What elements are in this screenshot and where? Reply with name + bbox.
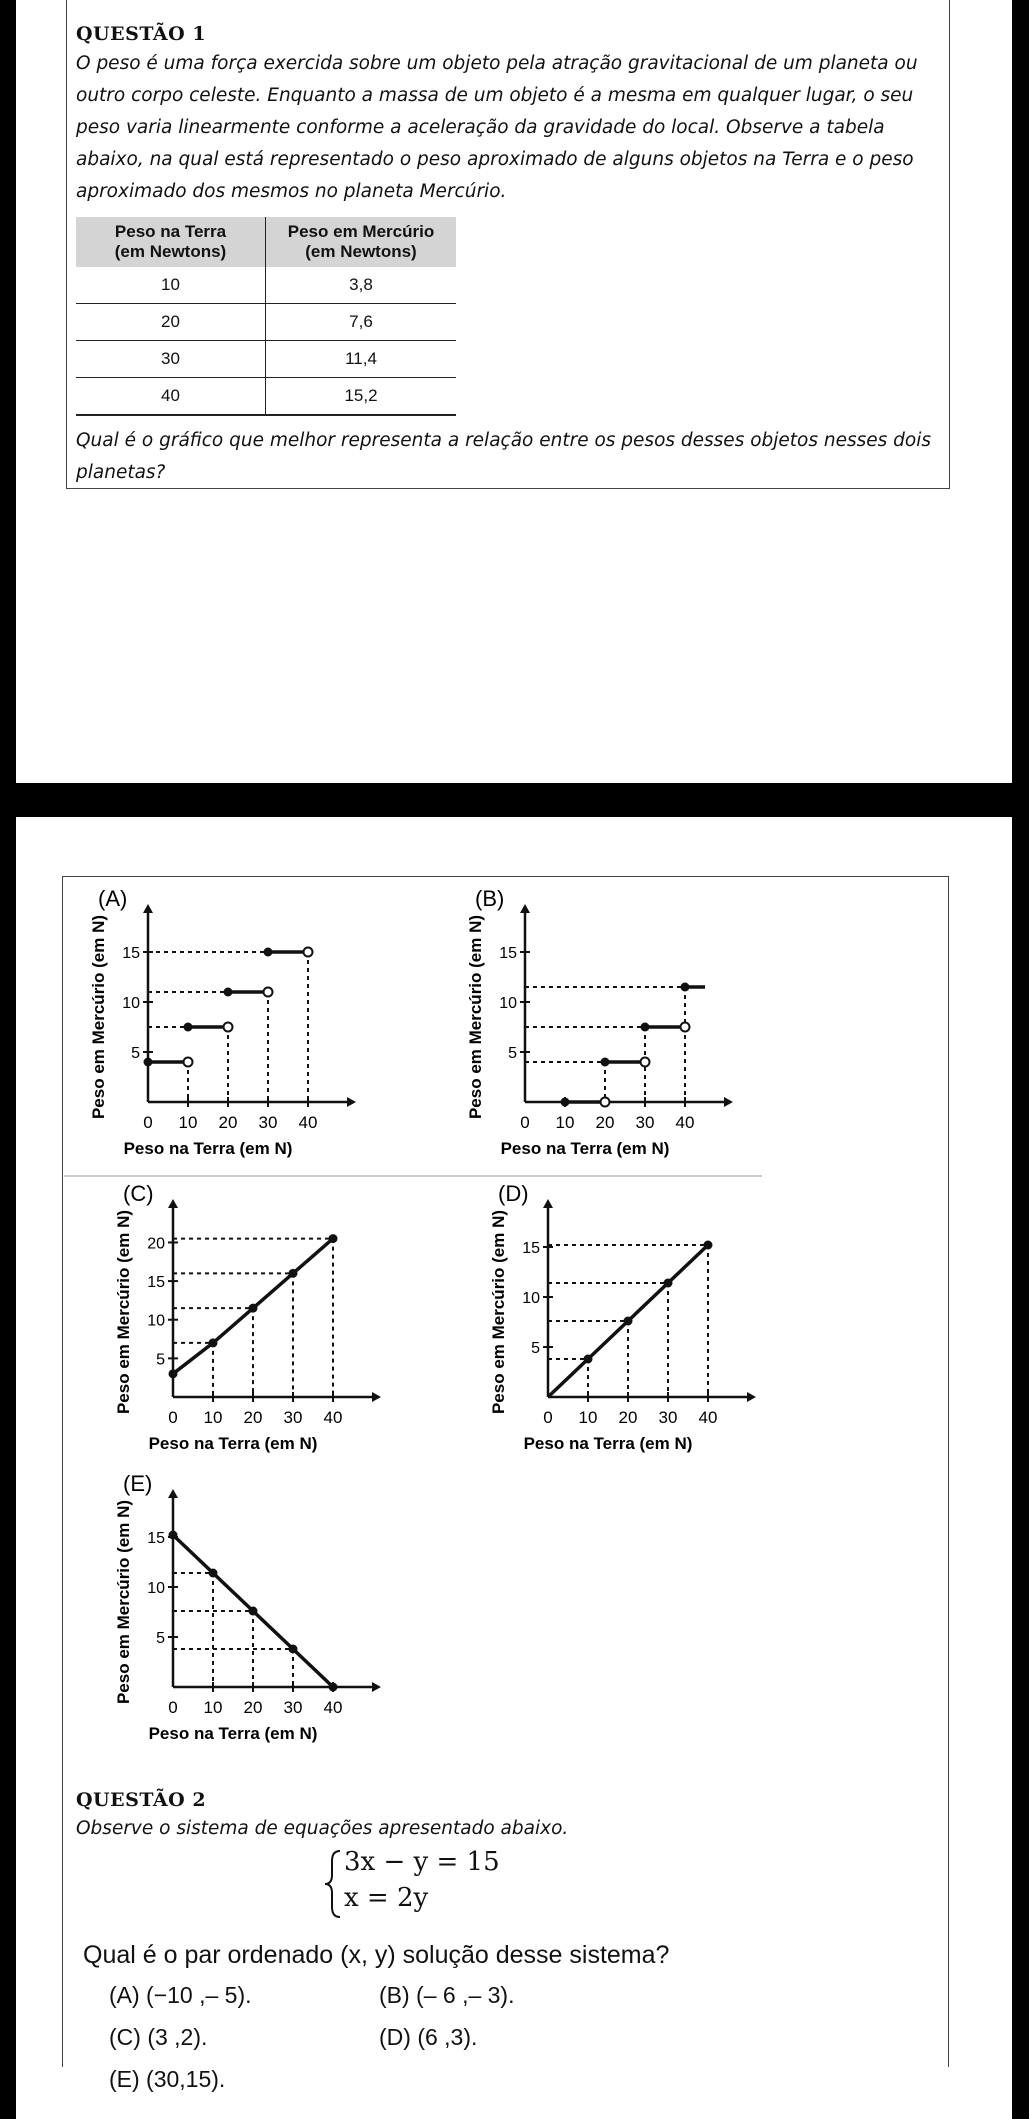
data-point — [289, 1269, 298, 1278]
equation-1: 3x − y = 15 — [344, 1847, 500, 1877]
x-tick-label: 20 — [243, 1408, 263, 1427]
data-point — [601, 1058, 610, 1067]
x-axis-arrow-icon — [372, 1392, 381, 1402]
chart-option-label: (A) — [98, 886, 128, 911]
page-2 — [16, 817, 1012, 2119]
x-tick-label: 0 — [143, 1113, 153, 1132]
data-point — [704, 1241, 713, 1250]
table-row: 40 15,2 — [76, 378, 456, 416]
open-point — [184, 1058, 193, 1067]
data-point — [184, 1023, 193, 1032]
y-tick-label: 5 — [531, 1340, 540, 1357]
x-tick-label: 0 — [520, 1113, 530, 1132]
y-axis-label: Peso em Mercúrio (em N) — [89, 914, 108, 1120]
x-tick-label: 10 — [178, 1113, 198, 1132]
x-tick-label: 40 — [298, 1113, 318, 1132]
y-axis-label: Peso em Mercúrio (em N) — [114, 1499, 133, 1705]
x-tick-label: 0 — [168, 1698, 178, 1717]
page-1 — [16, 0, 1012, 783]
y-tick-label: 15 — [522, 1240, 540, 1257]
chart-option-label: (B) — [475, 886, 505, 911]
data-point — [664, 1279, 673, 1288]
data-point — [249, 1607, 258, 1616]
y-tick-label: 10 — [522, 1290, 540, 1307]
chart-option-label: (E) — [123, 1471, 153, 1496]
x-tick-label: 0 — [543, 1408, 553, 1427]
x-axis-arrow-icon — [347, 1097, 356, 1107]
question-2-title: QUESTÃO 2 — [76, 1789, 207, 1811]
data-point — [561, 1098, 570, 1107]
x-tick-label: 10 — [203, 1408, 223, 1427]
x-tick-label: 20 — [595, 1113, 615, 1132]
x-tick-label: 40 — [698, 1408, 718, 1427]
table-header-row — [76, 217, 456, 267]
y-tick-label: 5 — [156, 1351, 165, 1369]
option-b[interactable]: (B) (– 6 ,– 3). — [379, 1982, 515, 2008]
table-row: 30 11,4 — [76, 341, 456, 378]
data-point — [329, 1234, 338, 1243]
y-axis-arrow-icon — [168, 1489, 178, 1498]
y-axis-arrow-icon — [143, 904, 153, 913]
question-2-prompt: Qual é o par ordenado (x, y) solução desse sistema? — [83, 1941, 670, 1969]
open-point — [641, 1058, 650, 1067]
chart-option-label: (D) — [498, 1181, 529, 1206]
y-tick-label: 5 — [131, 1045, 140, 1062]
table-row: 10 3,8 — [76, 267, 456, 304]
x-axis-label: Peso na Terra (em N) — [148, 1434, 318, 1453]
x-tick-label: 30 — [658, 1408, 678, 1427]
open-point — [264, 988, 273, 997]
x-tick-label: 10 — [555, 1113, 575, 1132]
y-tick-label: 5 — [508, 1045, 517, 1062]
open-point — [304, 948, 313, 957]
data-point — [169, 1369, 178, 1378]
table-header-mercury: Peso em Mercúrio (em Newtons) — [266, 217, 457, 267]
question-2-intro: Observe o sistema de equações apresentado abaixo. — [76, 1818, 569, 1839]
y-tick-label: 10 — [147, 1580, 165, 1597]
x-tick-label: 30 — [635, 1113, 655, 1132]
y-axis-label: Peso em Mercúrio (em N) — [489, 1209, 508, 1415]
data-point — [584, 1355, 593, 1364]
data-point — [641, 1023, 650, 1032]
data-point — [144, 1058, 153, 1067]
y-tick-label: 15 — [122, 945, 140, 962]
option-d[interactable]: (D) (6 ,3). — [379, 2024, 478, 2050]
x-tick-label: 30 — [283, 1698, 303, 1717]
x-axis-arrow-icon — [747, 1392, 756, 1402]
x-tick-label: 10 — [578, 1408, 598, 1427]
x-axis-label: Peso na Terra (em N) — [523, 1434, 693, 1453]
x-tick-label: 30 — [283, 1408, 303, 1427]
y-tick-label: 10 — [499, 995, 517, 1012]
table-header-earth: Peso na Terra (em Newtons) — [76, 217, 266, 267]
x-tick-label: 10 — [203, 1698, 223, 1717]
y-axis-arrow-icon — [168, 1199, 178, 1208]
weights-table — [76, 217, 456, 416]
question-1-title: QUESTÃO 1 — [76, 23, 207, 45]
y-tick-label: 10 — [122, 995, 140, 1012]
option-e[interactable]: (E) (30,15). — [109, 2066, 226, 2092]
chart-option-b — [453, 882, 833, 1182]
y-tick-label: 5 — [156, 1630, 165, 1647]
option-a[interactable]: (A) (−10 ,– 5). — [109, 1982, 252, 2008]
x-tick-label: 40 — [675, 1113, 695, 1132]
open-point — [601, 1098, 610, 1107]
x-axis-label: Peso na Terra (em N) — [123, 1139, 293, 1158]
x-axis-label: Peso na Terra (em N) — [500, 1139, 670, 1158]
x-axis-arrow-icon — [724, 1097, 733, 1107]
data-point — [329, 1683, 338, 1692]
table-row: 20 7,6 — [76, 304, 456, 341]
x-tick-label: 0 — [168, 1408, 178, 1427]
chart-option-c — [101, 1177, 481, 1477]
data-point — [264, 948, 273, 957]
chart-option-d — [476, 1177, 856, 1477]
y-tick-label: 15 — [147, 1274, 165, 1292]
x-axis-arrow-icon — [372, 1682, 381, 1692]
data-point — [681, 983, 690, 992]
x-tick-label: 20 — [243, 1698, 263, 1717]
chart-option-label: (C) — [123, 1181, 154, 1206]
y-tick-label: 10 — [147, 1312, 165, 1330]
x-tick-label: 20 — [218, 1113, 238, 1132]
y-axis-label: Peso em Mercúrio (em N) — [114, 1209, 133, 1415]
data-point — [624, 1317, 633, 1326]
data-point — [169, 1531, 178, 1540]
y-axis-arrow-icon — [543, 1199, 553, 1208]
y-axis-arrow-icon — [520, 904, 530, 913]
data-point — [209, 1338, 218, 1347]
x-tick-label: 40 — [323, 1698, 343, 1717]
open-point — [681, 1023, 690, 1032]
y-tick-label: 15 — [147, 1530, 165, 1547]
data-point — [224, 988, 233, 997]
open-point — [224, 1023, 233, 1032]
x-tick-label: 20 — [618, 1408, 638, 1427]
data-point — [209, 1569, 218, 1578]
question-1-paragraph: O peso é uma força exercida sobre um objeto pela atração gravitacional de um planeta ou outro corpo celeste. Enquanto a massa de um objeto é a mesma em qualquer lugar, o seu peso varia linearmente conforme a aceleração da gravidade do local. Observe a tabela abaixo, na qual está representado o peso aproximado de alguns objetos na Terra e o peso aproximado dos mesmos no planeta Mercúrio. — [76, 53, 918, 202]
chart-option-e — [101, 1467, 481, 1767]
equation-2: x = 2y — [344, 1883, 429, 1913]
question-1-prompt: Qual é o gráfico que melhor representa a relação entre os pesos desses objetos nesses dois planetas? — [76, 430, 932, 483]
data-point — [289, 1645, 298, 1654]
option-c[interactable]: (C) (3 ,2). — [109, 2024, 208, 2050]
x-tick-label: 40 — [323, 1408, 343, 1427]
brace-icon — [322, 1847, 344, 1921]
y-tick-label: 15 — [499, 945, 517, 962]
data-point — [249, 1304, 258, 1313]
x-axis-label: Peso na Terra (em N) — [148, 1724, 318, 1743]
chart-option-a — [76, 882, 456, 1182]
x-tick-label: 30 — [258, 1113, 278, 1132]
y-axis-label: Peso em Mercúrio (em N) — [466, 914, 485, 1120]
y-tick-label: 20 — [147, 1235, 165, 1253]
